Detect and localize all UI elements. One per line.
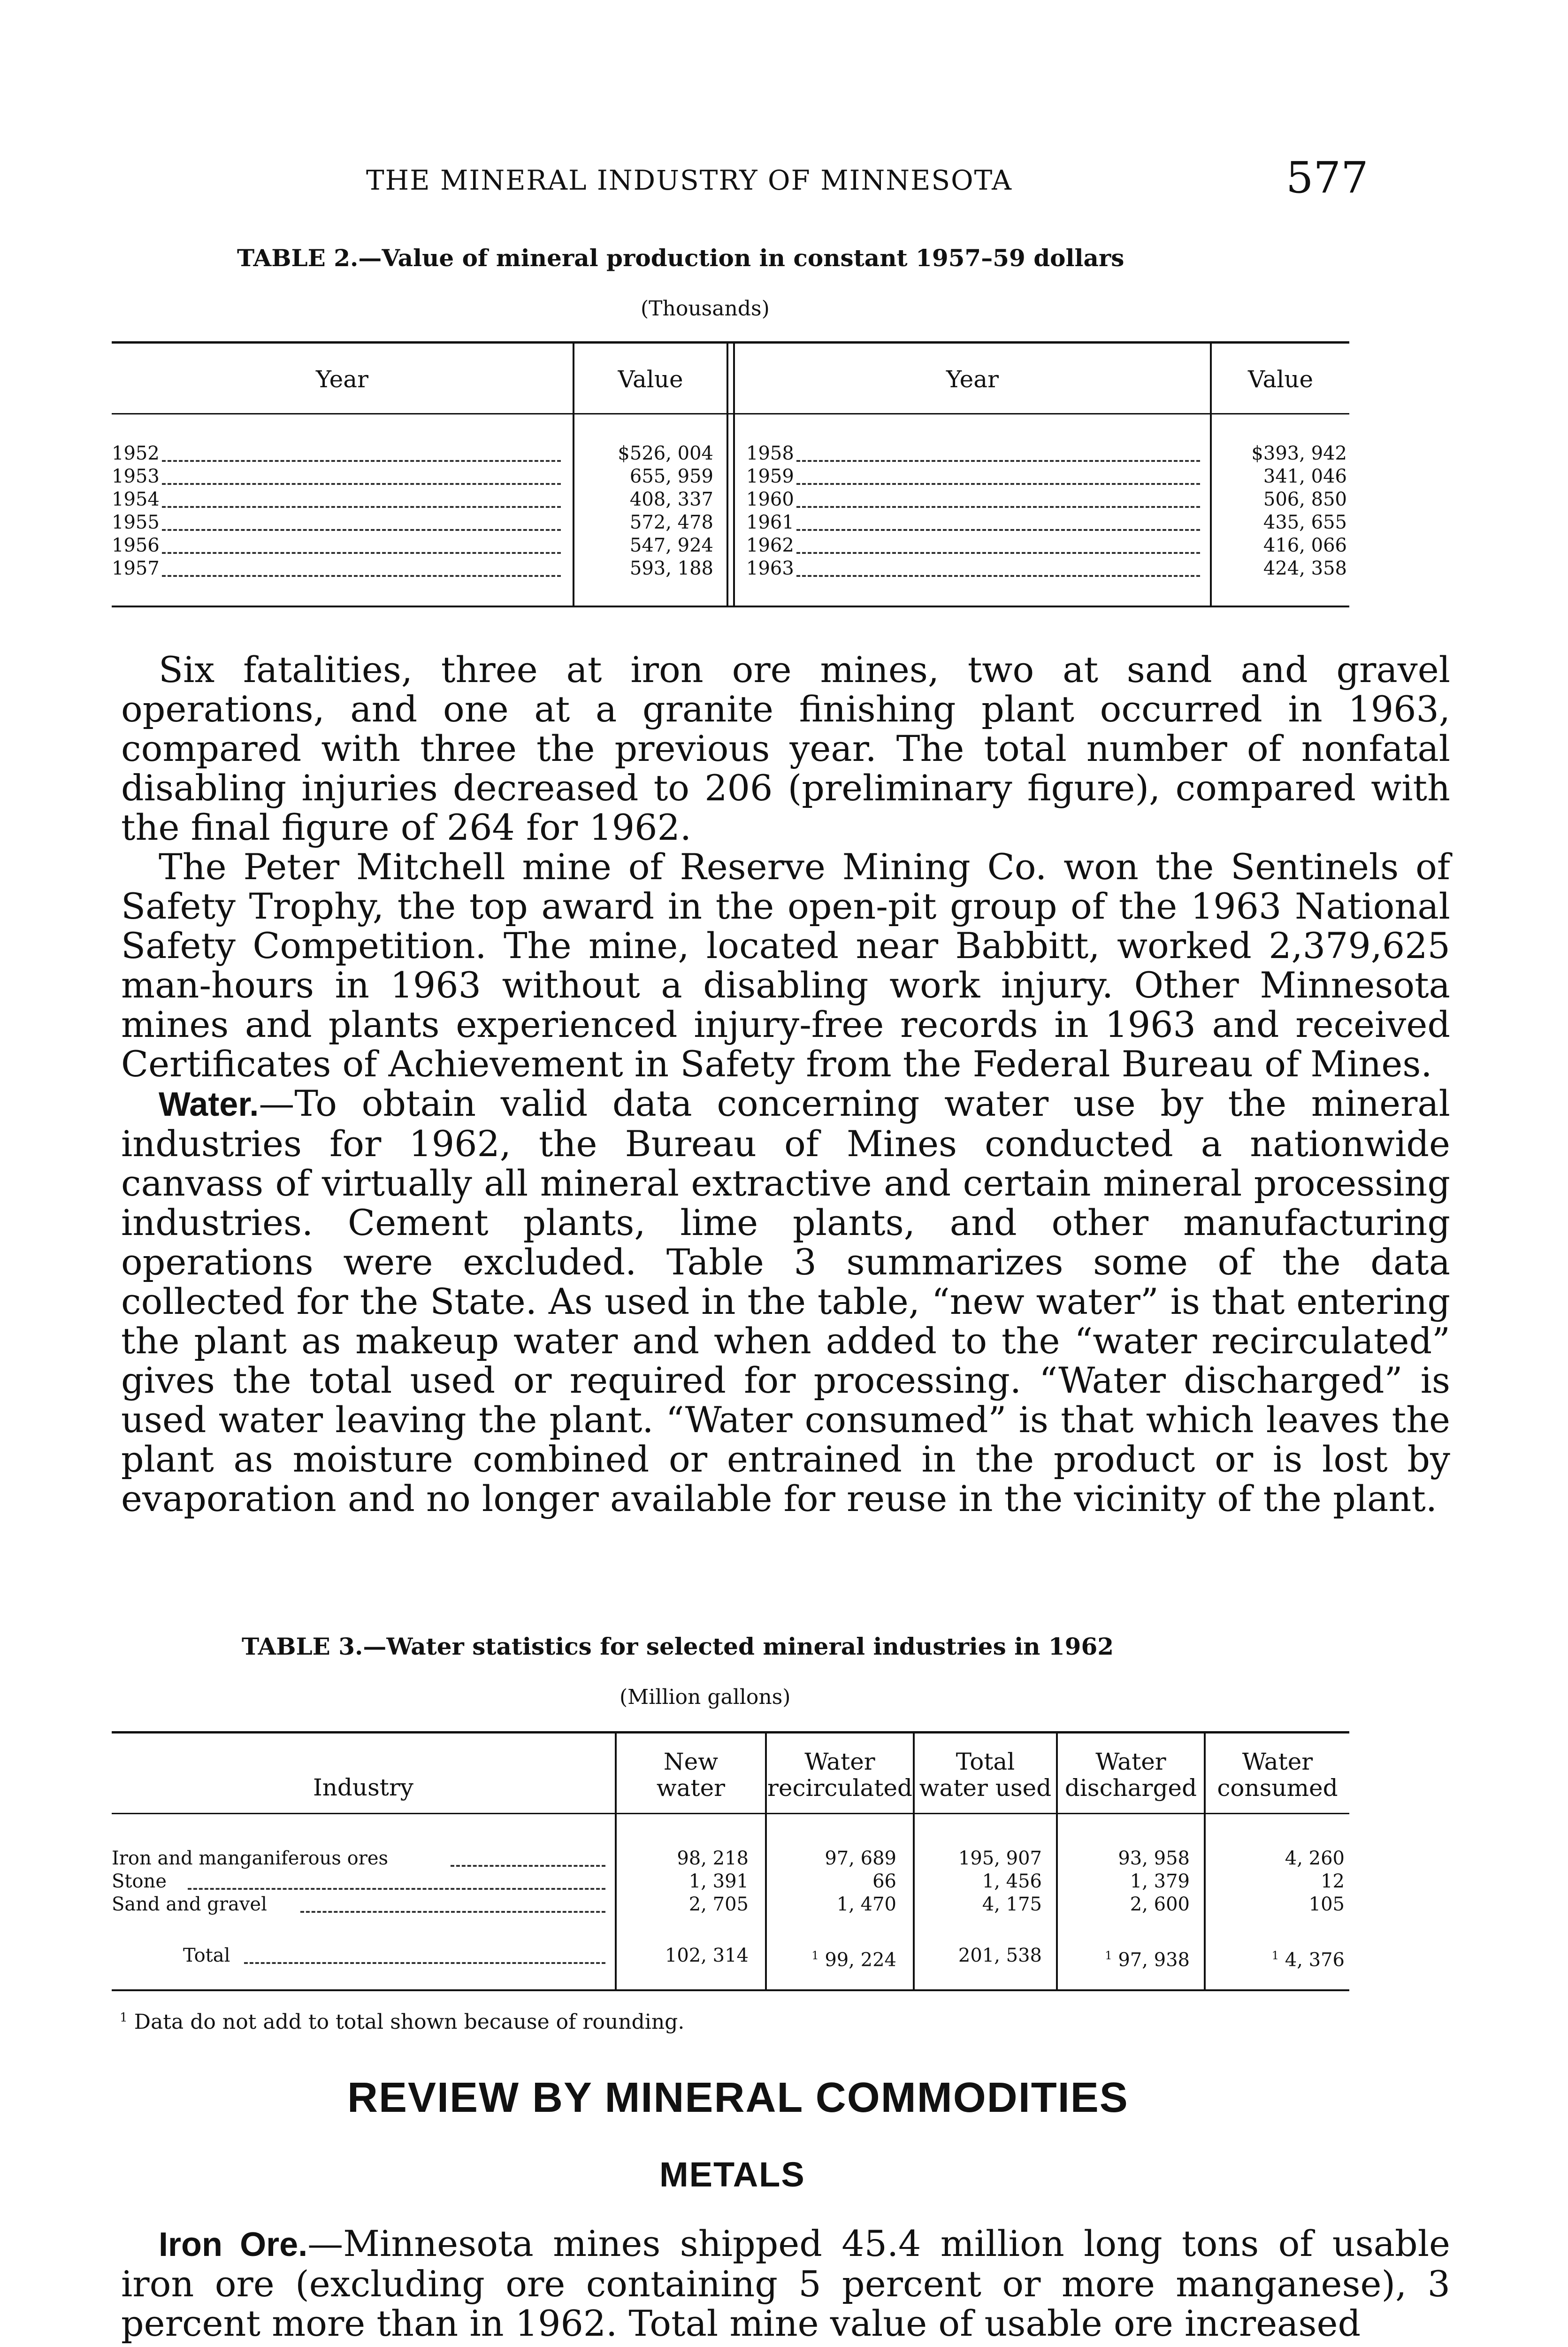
header-line: water used [919,1774,1052,1802]
dot-leader [162,506,561,508]
table3-header-water-discharged [1058,1749,1204,1801]
header-line: consumed [1217,1774,1338,1802]
header-line: Total [956,1748,1015,1775]
table3-industry: Iron and manganiferous ores [112,1848,389,1869]
table3-water-recirculated: 66 [872,1871,896,1892]
table3-header-rule [112,1813,1349,1814]
dot-leader [796,483,1200,485]
paragraph-water-text: —To obtain valid data concerning water use by the mineral industries for 1962, the Bureau of Mines conducted a nationwide canvass of virtually all mineral extractive and certain mineral processing industries. Cement plants, lime plants, and other manufacturing operations were excluded. Table 3 summarizes some of the data collected for the State. As used in the table, “new water” is that entering the plant as makeup water and when added to the “water recirculated” gives the total used or required for processing. “Water discharged” is used water leaving the plant. “Water consumed” is that which leaves the plant as moisture combined or entrained in the product or is lost by evaporation and no longer available for reuse in the vicinity of the plant. [121,1082,1450,1519]
table3-water-discharged: 1, 379 [1130,1871,1190,1892]
dot-leader [162,529,561,531]
table3-title: TABLE 3.—Water statistics for selected mineral industries in 1962 [242,1633,1114,1660]
table3-total-water-discharged [1061,1943,1190,1972]
table2-header-year: Year [946,366,999,393]
table2-year: 1959 [746,466,794,487]
table3-header-new-water [617,1749,765,1801]
dot-leader [796,506,1200,508]
footnote-text: Data do not add to total shown because of rounding. [134,2010,685,2034]
table2-value: $526, 004 [618,443,713,464]
table3-total-water-used: 1, 456 [982,1871,1042,1892]
paragraph-fatalities: Six fatalities, three at iron ore mines, two at sand and gravel operations, and one at a granite finishing plant occurred in 1963, compared with three the previous year. The total number of nonfatal disabling injuries decreased to 206 (preliminary figure), compared with the final figure of 264 for 1962. [121,649,1450,848]
subsection-heading: METALS [659,2155,805,2194]
body-text [121,650,1450,1519]
table3-new-water: 2, 705 [688,1894,749,1915]
table3-industry: Sand and gravel [112,1894,267,1915]
table2-year: 1954 [112,489,160,510]
header-line: Water [1242,1748,1313,1775]
table2-header-year: Year [316,366,368,393]
table3-total-discharged-value: 97, 938 [1118,1949,1190,1971]
header-line: recirculated [767,1774,913,1802]
table3-total-label: Total [183,1945,230,1966]
dot-leader [188,1888,605,1890]
table2-year: 1960 [746,489,794,510]
table3-header-water-recirculated [767,1749,913,1801]
header-line: New [663,1748,719,1775]
table2-year: 1953 [112,466,160,487]
dot-leader [796,552,1200,554]
footnote-marker: 1 [120,2010,128,2025]
footnote-marker: 1 [811,1949,819,1962]
iron-ore-text [121,2224,1450,2343]
paragraph-iron-ore [121,2224,1450,2343]
table3-total-water-recirculated [770,1943,896,1972]
table2-value: 435, 655 [1263,512,1347,533]
table3-water-discharged: 2, 600 [1130,1894,1190,1915]
dot-leader [796,529,1200,531]
dot-leader [162,552,561,554]
table3-water-recirculated: 1, 470 [836,1894,896,1915]
table3-new-water: 98, 218 [677,1848,749,1869]
table2-value: 408, 337 [629,489,713,510]
table2-year: 1963 [746,558,794,579]
table3-header-water-consumed [1206,1749,1349,1801]
table3-subtitle: (Million gallons) [620,1685,791,1709]
dot-leader [244,1962,605,1964]
paragraph-safety-award: The Peter Mitchell mine of Reserve Mining Co. won the Sentinels of Safety Trophy, the top award in the open-pit group of the 1963 National Safety Competition. The mine, located near Babbitt, worked 2,379,625 man-hours in 1963 without a disabling work injury. Other Minnesota mines and plants experienced injury-free records in 1963 and received Certificates of Achievement in Safety from the Federal Bureau of Mines. [121,846,1450,1085]
footnote-marker: 1 [1105,1949,1112,1962]
dot-leader [796,575,1200,577]
page-number: 577 [1286,153,1369,203]
table3-water-consumed: 105 [1308,1894,1345,1915]
table2-top-rule [112,341,1349,344]
dot-leader [162,575,561,577]
table2-subtitle: (Thousands) [641,297,770,321]
table3-total-consumed-value: 4, 376 [1285,1949,1345,1971]
header-line: water [656,1774,726,1802]
table3-top-rule [112,1731,1349,1733]
paragraph-iron-ore-text: —Minnesota mines shipped 45.4 million long tons of usable iron ore (excluding ore containing 5 percent or more manganese), 3 percent more than in 1962. Total mine value of usable ore increased [121,2223,1450,2344]
table3-new-water: 1, 391 [688,1871,749,1892]
section-heading: REVIEW BY MINERAL COMMODITIES [347,2074,1129,2121]
table2-value: 572, 478 [629,512,713,533]
dot-leader [451,1865,605,1867]
dot-leader [300,1911,605,1913]
table2-year: 1962 [746,535,794,556]
table2-header-rule [112,413,1349,414]
table3-footnote [120,2010,684,2034]
table3-total-water-consumed [1209,1943,1345,1972]
table3-total-recirc-value: 99, 224 [825,1949,896,1971]
header-line: discharged [1064,1774,1197,1802]
paragraph-water [121,1084,1450,1519]
table3-total-new-water: 102, 314 [665,1945,749,1966]
table2-value: 547, 924 [629,535,713,556]
table3-water-consumed: 4, 260 [1285,1848,1345,1869]
table2-header-value: Value [1247,366,1314,393]
table3-water-consumed: 12 [1321,1871,1345,1892]
header-line: Water [1095,1748,1166,1775]
table2-value: 424, 358 [1263,558,1347,579]
dot-leader [796,460,1200,462]
table2-year: 1952 [112,443,160,464]
table3-total-water-used: 195, 907 [958,1848,1042,1869]
table3-total-water-used: 4, 175 [982,1894,1042,1915]
table2-year: 1957 [112,558,160,579]
table3-water-recirculated: 97, 689 [825,1848,896,1869]
table3-total-water-used: 201, 538 [958,1945,1042,1966]
runin-water: Water. [159,1086,259,1123]
table2-value: $393, 942 [1251,443,1347,464]
table2-title: TABLE 2.—Value of mineral production in constant 1957–59 dollars [237,244,1124,272]
table2-bottom-rule [112,606,1349,607]
running-header-title: THE MINERAL INDUSTRY OF MINNESOTA [366,164,1013,196]
runin-iron-ore: Iron Ore. [159,2226,308,2263]
table3-header-industry: Industry [313,1774,414,1801]
table2-year: 1956 [112,535,160,556]
footnote-marker: 1 [1271,1949,1279,1962]
table2-value: 655, 959 [629,466,713,487]
dot-leader [162,483,561,485]
table2-value: 506, 850 [1263,489,1347,510]
dot-leader [162,460,561,462]
table3-bottom-rule [112,1989,1349,1991]
table3-water-discharged: 93, 958 [1118,1848,1190,1869]
table2-year: 1961 [746,512,794,533]
table2-header-value: Value [618,366,683,393]
table3-industry: Stone [112,1871,167,1892]
header-line: Water [804,1748,875,1775]
table3-header-total-water-used [915,1749,1056,1801]
table2-value: 341, 046 [1263,466,1347,487]
table2-year: 1958 [746,443,794,464]
table2-year: 1955 [112,512,160,533]
table2-value: 416, 066 [1263,535,1347,556]
table2-value: 593, 188 [629,558,713,579]
table2-divider [727,344,728,606]
